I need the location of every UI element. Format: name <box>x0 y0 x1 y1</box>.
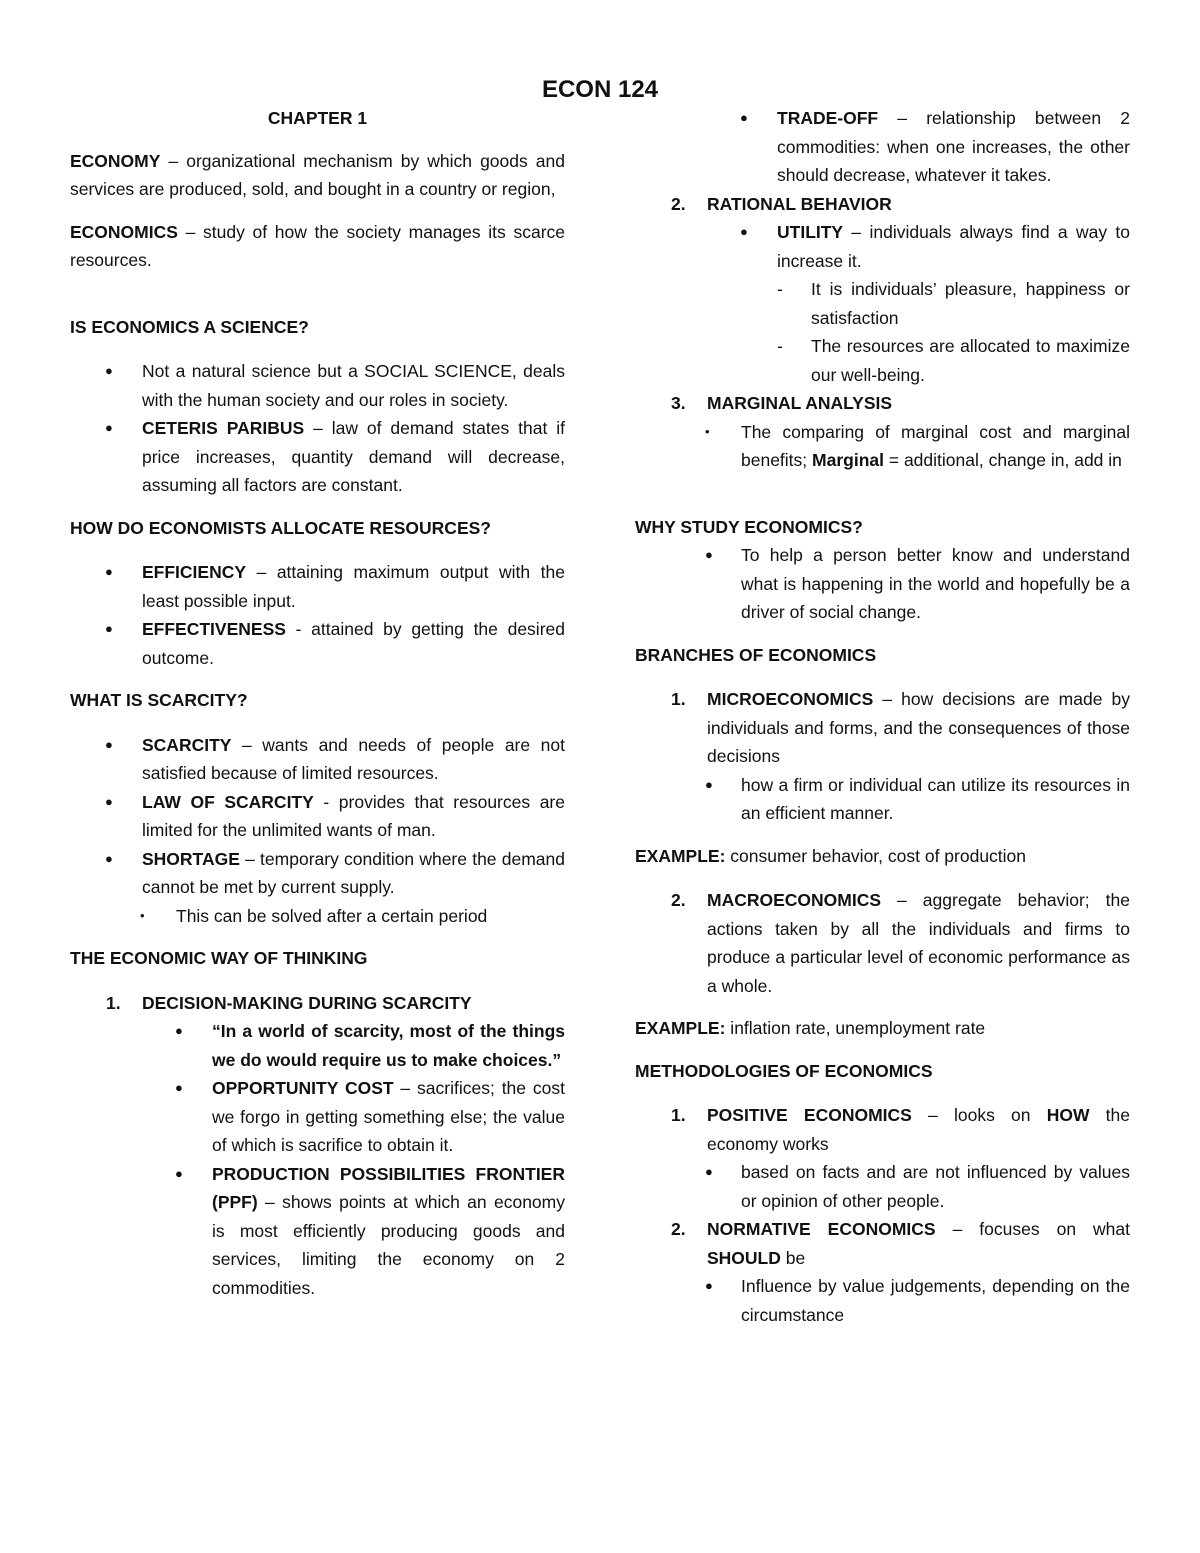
bullet-icon: ● <box>105 420 113 435</box>
numbered-item: 2. MACROECONOMICS – aggregate behavior; the actions taken by all the individuals and firms to produce a particular level of economic performance as a whole. <box>671 890 1130 996</box>
left-column <box>70 104 565 1302</box>
bullet-icon: • <box>705 423 710 439</box>
heading-science: IS ECONOMICS A SCIENCE? <box>70 316 309 337</box>
micro-example: EXAMPLE: consumer behavior, cost of production <box>635 845 1027 866</box>
numbered-item: 1. DECISION-MAKING DURING SCARCITY <box>106 992 472 1013</box>
bullet-icon: ● <box>175 1080 183 1095</box>
heading-scarcity: WHAT IS SCARCITY? <box>70 690 248 710</box>
list-item: ● Not a natural science but a SOCIAL SCIENCE, deals with the human society and our roles in society. <box>70 357 565 414</box>
heading-allocate: HOW DO ECONOMISTS ALLOCATE RESOURCES? <box>70 517 491 538</box>
list-item: ● TRADE-OFF – relationship between 2 commodities: when one increases, the other should decrease, whatever it takes. <box>635 104 1130 190</box>
list-item: ● Influence by value judgements, depending on the circumstance <box>635 1272 1130 1329</box>
bullet-icon: ● <box>105 850 113 866</box>
list-item: ● EFFECTIVENESS - attained by getting the desired outcome. <box>70 615 565 672</box>
chapter-heading: CHAPTER 1 <box>267 108 368 128</box>
bullet-icon: ● <box>105 363 113 378</box>
list-item: ● EFFICIENCY – attaining maximum output with the least possible input. <box>70 558 565 615</box>
document-title: ECON 124 <box>541 76 659 103</box>
list-item: ● LAW OF SCARCITY - provides that resources are limited for the unlimited wants of man. <box>70 788 565 845</box>
list-item: • This can be solved after a certain period <box>70 902 565 931</box>
numbered-item: 2. RATIONAL BEHAVIOR <box>671 193 892 214</box>
list-item: ● CETERIS PARIBUS – law of demand states that if price increases, quantity demand will decrease, assuming all factors are constant. <box>70 414 565 500</box>
macro-example: EXAMPLE: inflation rate, unemployment rate <box>635 1018 986 1038</box>
dash-item: - It is individuals’ pleasure, happiness or satisfaction <box>777 279 1130 328</box>
list-item: ● To help a person better know and understand what is happening in the world and hopefully be a driver of social change. <box>635 541 1130 627</box>
numbered-item: 1. MICROECONOMICS – how decisions are made by individuals and forms, and the consequences of those decisions <box>671 689 1130 766</box>
list-item: ● UTILITY – individuals always find a way to increase it. <box>635 218 1130 275</box>
list-item: ● SCARCITY – wants and needs of people are not satisfied because of limited resources. <box>70 731 565 788</box>
economics-definition: ECONOMICS – study of how the society manages its scarce resources. <box>70 221 565 270</box>
heading-why: WHY STUDY ECONOMICS? <box>635 516 863 537</box>
bullet-icon: ● <box>105 793 113 809</box>
bullet-icon: ● <box>705 776 713 792</box>
dash-item: - The resources are allocated to maximize our well-being. <box>777 336 1130 385</box>
numbered-item: 2. NORMATIVE ECONOMICS – focuses on what SHOULD be <box>671 1219 1130 1268</box>
bullet-icon: ● <box>740 110 748 125</box>
list-item: ● how a firm or individual can utilize its resources in an efficient manner. <box>635 771 1130 828</box>
bullet-icon: ● <box>705 1164 713 1179</box>
economy-definition: ECONOMY – organizational mechanism by which goods and services are produced, sold, and bought in a country or region, <box>70 150 565 199</box>
bullet-icon: ● <box>105 736 113 752</box>
list-item: ● based on facts and are not influenced by values or opinion of other people. <box>635 1158 1130 1215</box>
bullet-icon: ● <box>705 547 713 562</box>
heading-method: METHODOLOGIES OF ECONOMICS <box>635 1060 933 1081</box>
bullet-icon: • <box>140 907 145 923</box>
bullet-icon: ● <box>105 564 113 579</box>
list-item: ● PRODUCTION POSSIBILITIES FRONTIER (PPF) – shows points at which an economy is most efficiently producing goods and services, limiting the economy on 2 commodities. <box>70 1160 565 1303</box>
bullet-icon: ● <box>705 1278 713 1293</box>
bullet-icon: ● <box>740 224 748 239</box>
list-item: ● OPPORTUNITY COST – sacrifices; the cost we forgo in getting something else; the value of which is sacrifice to obtain it. <box>70 1074 565 1160</box>
list-item: ● “In a world of scarcity, most of the things we do would require us to make choices.” <box>70 1017 565 1074</box>
list-item: • The comparing of marginal cost and marginal benefits; Marginal = additional, change in, add in <box>635 418 1130 475</box>
list-item: ● SHORTAGE – temporary condition where the demand cannot be met by current supply. <box>70 845 565 902</box>
numbered-item: 1. POSITIVE ECONOMICS – looks on HOW the economy works <box>671 1105 1130 1154</box>
bullet-icon: ● <box>175 1023 183 1038</box>
right-column <box>635 104 1130 1329</box>
bullet-icon: ● <box>175 1165 183 1181</box>
heading-thinking: THE ECONOMIC WAY OF THINKING <box>70 948 368 968</box>
bullet-icon: ● <box>105 621 113 636</box>
heading-branches: BRANCHES OF ECONOMICS <box>635 644 877 665</box>
numbered-item: 3. MARGINAL ANALYSIS <box>671 393 893 413</box>
